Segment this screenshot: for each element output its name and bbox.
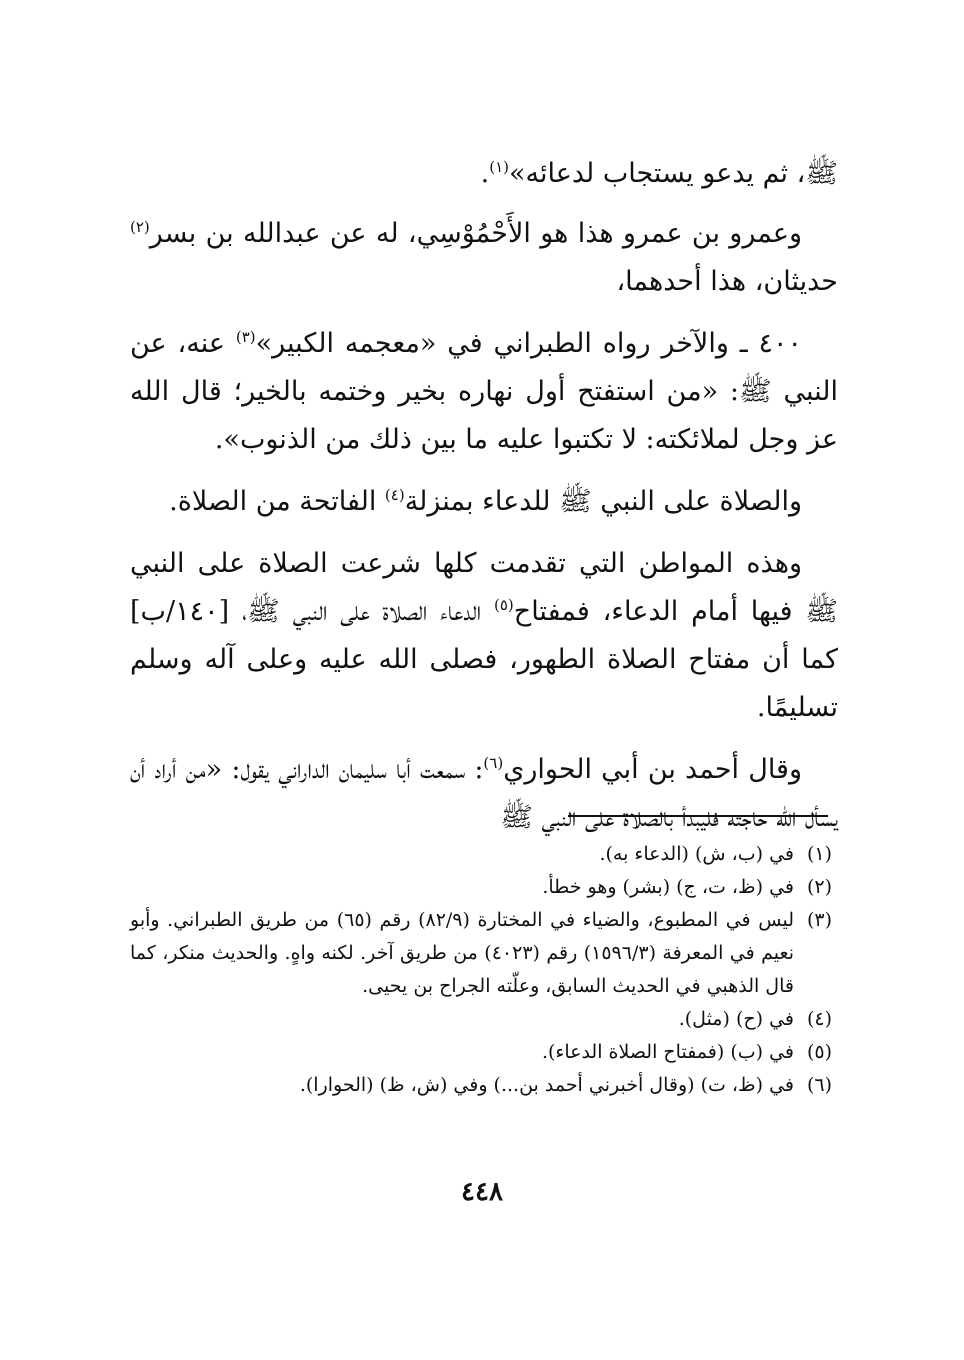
footnote-ref-3: (٣) [235,328,256,346]
paragraph-1: ﷺ، ثم يدعو يستجاب لدعائه»$^{(١)}$. [480,158,838,189]
footnote-2 [130,871,838,904]
footnote-number: (١) [806,843,832,865]
footnote-4 [130,1003,838,1036]
footnote-text: في (ب) (فمفتاح الصلاة الدعاء). [541,1041,794,1063]
footnote-number: (٤) [806,1008,832,1030]
footnote-text: ليس في المطبوع، والضياء في المختارة (٨٢/٩) رقم (٦٥) من طريق الطبراني. وأبو نعيم في المعرفة (١٥٩٦/٣) رقم (٤٠٢٣) من طريق آخر. لكنه واهٍ. والحديث منكر، كما قال الذهبي في الحديث السابق، وعلّته الجراح بن يحيى. [130,909,794,997]
footnote-text: في (ظ، ت) (وقال أخبرني أحمد بن...) وفي (ش، ظ) (الحوارا). [299,1074,794,1096]
paragraph-4: والصلاة على النبي ﷺ للدعاء بمنزلة$^{(٤)}$ الفاتحة من الصلاة. [169,486,802,517]
page-number: ٤٤٨ [461,1177,503,1207]
paragraph-3: ٤٠٠ ـ والآخر رواه الطبراني في «معجمه الكبير»$^{(٣)}$ عنه، عن النبي ﷺ: «من استفتح أول نهاره بخير وختمه بالخير؛ قال الله عز وجل لملائكته: لا تكتبوا عليه ما بين ذلك من الذنوب». [130,328,838,455]
paragraph-5: وهذه المواطن التي تقدمت كلها شرعت الصلاة على النبي ﷺ فيها أمام الدعاء، فمفتاح$^{(٥)}$ الدعاء الصلاة على النبي ﷺ، [١٤٠/ب] كما أن مفتاح الصلاة الطهور، فصلى الله عليه وعلى آله وسلم تسليمًا. [130,548,838,723]
footnote-3 [130,904,838,1003]
footnote-number: (٥) [806,1041,832,1063]
footnote-number: (٦) [806,1074,832,1096]
footnote-number: (٣) [806,909,832,931]
footnote-number: (٢) [806,876,832,898]
footnote-text: في (ح) (مثل). [678,1008,794,1030]
footnote-5 [130,1036,838,1069]
footnote-1 [130,838,838,871]
paragraph-6: وقال أحمد بن أبي الحواري$^{(٦)}$: سمعت أبا سليمان الداراني يقول: «من أراد أن يسأل الله حاجته فليبدأ بالصلاة على النبي ﷺ [130,754,838,833]
footnote-text: في (ب، ش) (الدعاء به). [599,843,794,865]
main-text [130,150,838,856]
footnotes [130,838,838,1102]
footnote-ref-5: (٥) [493,596,514,614]
footnote-divider [568,815,828,817]
footnote-ref-1: (١) [489,158,510,176]
footnote-ref-6: (٦) [483,754,504,772]
footnote-ref-4: (٤) [384,486,405,504]
footnote-6 [130,1069,838,1102]
footnote-text: في (ظ، ت، ج) (بشر) وهو خطأ. [542,876,794,898]
paragraph-2: وعمرو بن عمرو هذا هو الأَحْمُوْسِي، له عن عبدالله بن بسر$^{(٢)}$ حديثان، هذا أحدهما، [130,218,838,297]
footnote-ref-2: (٢) [130,218,150,236]
